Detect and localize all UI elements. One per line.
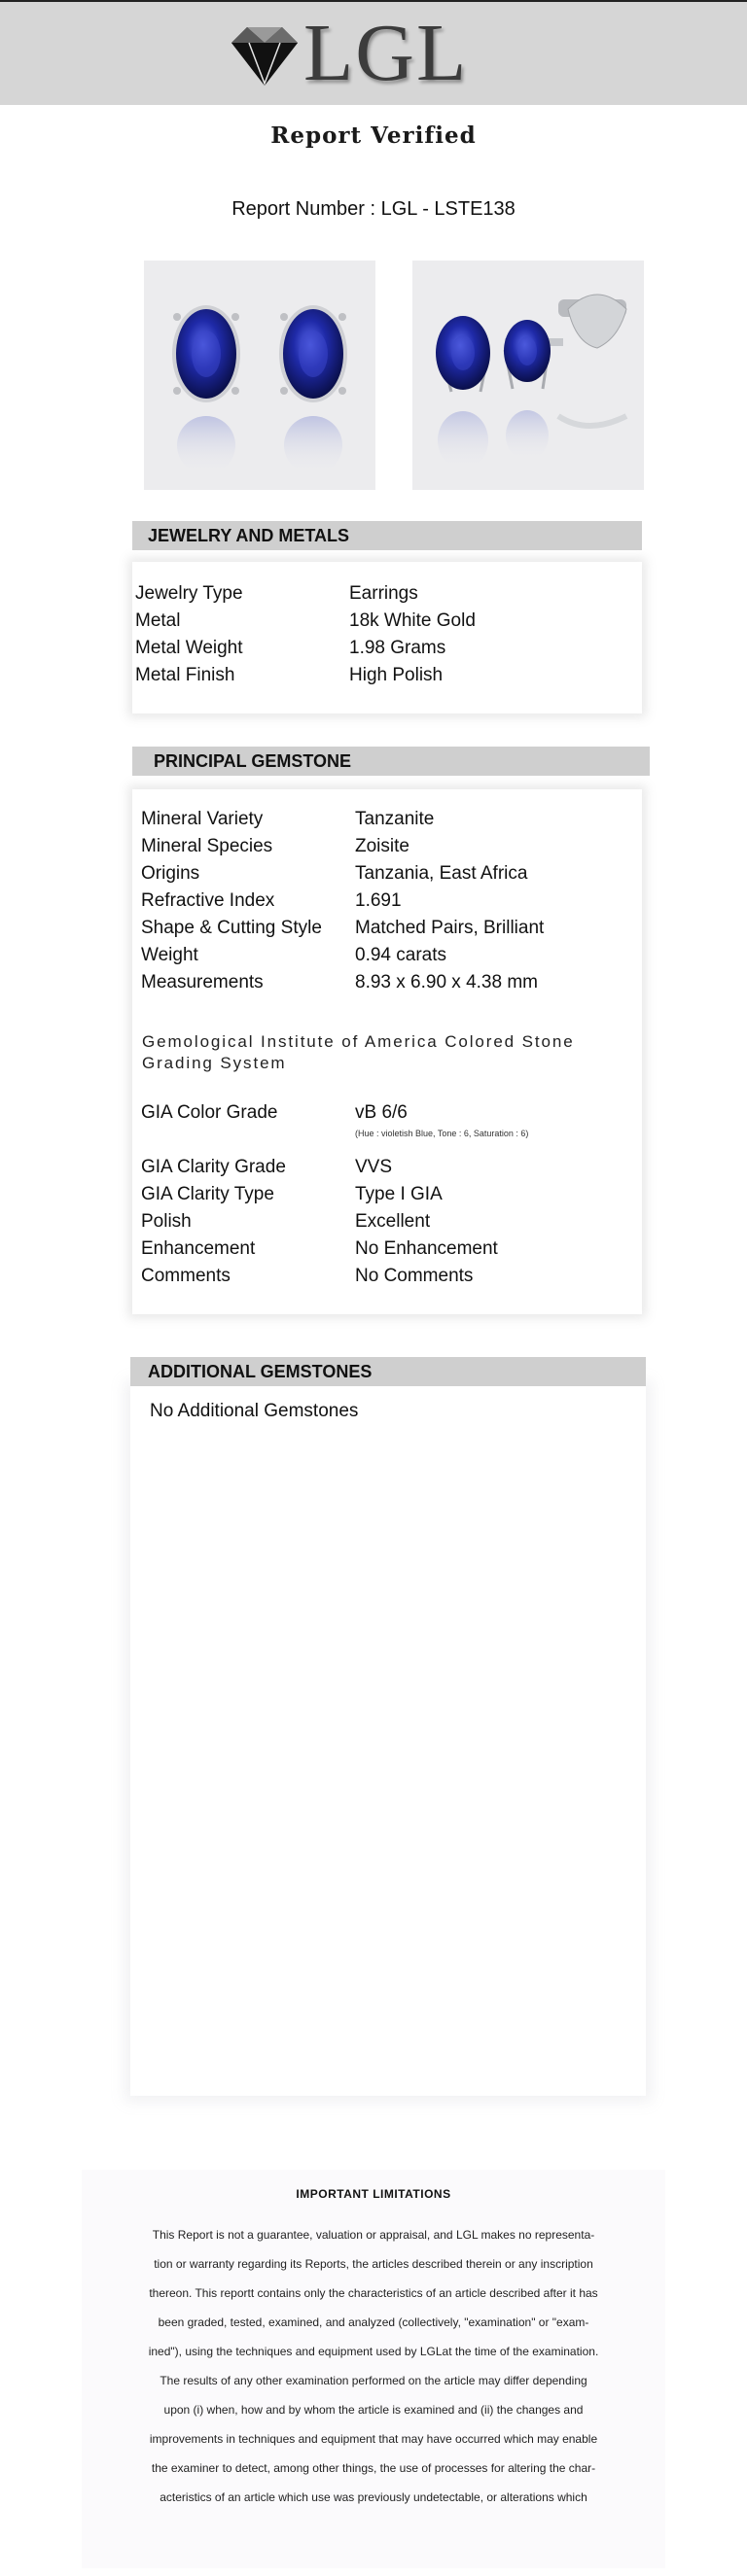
refractive-index-label: Refractive Index xyxy=(141,890,275,911)
additional-section-header xyxy=(130,1357,646,1386)
important-limitations xyxy=(82,2170,665,2568)
metal-value: 18k White Gold xyxy=(349,610,476,631)
limitations-line: tion or warranty regarding its Reports, the articles described therein or any inscription xyxy=(154,2257,593,2271)
limitations-line: The results of any other examination performed on the article may differ depending xyxy=(160,2374,587,2387)
gemstone-section-header xyxy=(132,747,650,776)
metal-weight-value: 1.98 Grams xyxy=(349,638,446,658)
limitations-line: thereon. This reportt contains only the characteristics of an article described after it has xyxy=(149,2286,598,2300)
comments-value: No Comments xyxy=(355,1266,474,1286)
mineral-variety-value: Tanzanite xyxy=(355,809,435,829)
header-bar xyxy=(0,0,747,105)
enhancement-value: No Enhancement xyxy=(355,1238,498,1259)
limitations-line: ined"), using the techniques and equipment used by LGLat the time of the examination. xyxy=(148,2345,599,2358)
polish-label: Polish xyxy=(141,1211,192,1232)
comments-label: Comments xyxy=(141,1266,231,1286)
polish-value: Excellent xyxy=(355,1211,431,1232)
additional-panel xyxy=(130,1386,646,2096)
refractive-index-value: 1.691 xyxy=(355,890,402,911)
origins-label: Origins xyxy=(141,863,200,884)
measurements-label: Measurements xyxy=(141,972,264,992)
gia-system-heading: Gemological Institute of America Colored Stone Grading System xyxy=(142,1032,575,1072)
limitations-line: upon (i) when, how and by whom the article is examined and (ii) the changes and xyxy=(163,2403,584,2417)
gia-color-grade-label: GIA Color Grade xyxy=(141,1102,278,1123)
earrings-front-photo xyxy=(144,261,375,490)
origins-value: Tanzania, East Africa xyxy=(355,863,528,884)
logo-text: LGL xyxy=(303,8,469,98)
mineral-species-label: Mineral Species xyxy=(141,836,273,856)
gia-clarity-type-label: GIA Clarity Type xyxy=(141,1184,274,1204)
page-title: Report Verified xyxy=(270,122,477,149)
gia-clarity-grade-value: VVS xyxy=(355,1157,393,1177)
limitations-heading: IMPORTANT LIMITATIONS xyxy=(296,2187,451,2201)
metal-finish-value: High Polish xyxy=(349,665,444,685)
measurements-value: 8.93 x 6.90 x 4.38 mm xyxy=(355,972,538,992)
lgl-logo[interactable] xyxy=(226,8,479,98)
limitations-line: acteristics of an article which use was previously undetectable, or alterations which xyxy=(160,2490,587,2504)
shape-cutting-label: Shape & Cutting Style xyxy=(141,918,322,938)
shape-cutting-value: Matched Pairs, Brilliant xyxy=(355,918,545,938)
diamond-icon xyxy=(226,21,303,89)
limitations-line: been graded, tested, examined, and analyzed (collectively, "examination" or "exam- xyxy=(158,2315,589,2329)
limitations-line: improvements in techniques and equipment that may have occurred which may enable xyxy=(149,2432,598,2446)
jewelry-type-value: Earrings xyxy=(349,583,418,604)
mineral-species-value: Zoisite xyxy=(355,836,409,856)
jewelry-section-header xyxy=(132,521,642,550)
metal-label: Metal xyxy=(135,610,181,631)
earrings-side-photo xyxy=(412,261,644,490)
mineral-variety-label: Mineral Variety xyxy=(141,809,264,829)
gia-color-grade-value: vB 6/6 xyxy=(355,1102,408,1123)
gia-clarity-type-value: Type I GIA xyxy=(355,1184,443,1204)
weight-label: Weight xyxy=(141,945,198,965)
metal-finish-label: Metal Finish xyxy=(135,665,235,685)
gia-clarity-grade-label: GIA Clarity Grade xyxy=(141,1157,286,1177)
report-number: Report Number : LGL - LSTE138 xyxy=(231,198,516,220)
limitations-line: This Report is not a guarantee, valuation or appraisal, and LGL makes no representa- xyxy=(152,2228,595,2242)
limitations-line: the examiner to detect, among other things, the use of processes for altering the char- xyxy=(151,2461,596,2475)
additional-value: No Additional Gemstones xyxy=(150,1401,359,1421)
jewelry-heading: JEWELRY AND METALS xyxy=(148,526,350,545)
weight-value: 0.94 carats xyxy=(355,945,446,965)
gia-color-grade-note: (Hue : violetish Blue, Tone : 6, Saturation : 6) xyxy=(355,1129,529,1138)
metal-weight-label: Metal Weight xyxy=(135,638,243,658)
additional-heading: ADDITIONAL GEMSTONES xyxy=(148,1362,373,1381)
enhancement-label: Enhancement xyxy=(141,1238,256,1259)
jewelry-type-label: Jewelry Type xyxy=(135,583,243,604)
gemstone-heading: PRINCIPAL GEMSTONE xyxy=(154,751,352,771)
